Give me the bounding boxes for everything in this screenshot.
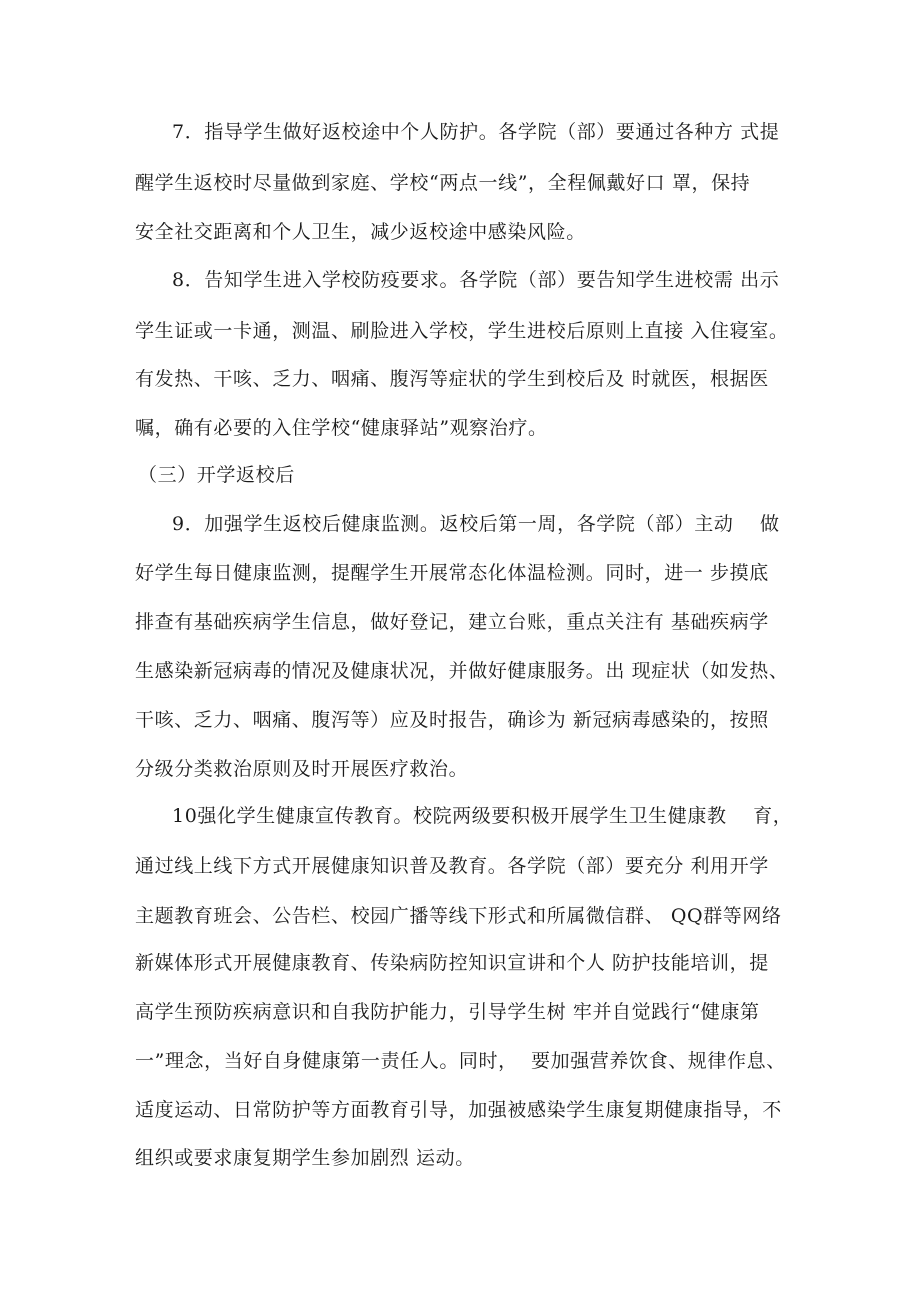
text-line: 好学生每日健康监测，提醒学生开展常态化体温检测。同时，进一 步摸底 (135, 562, 769, 584)
text-line: 嘱，确有必要的入住学校“健康驿站”观察治疗。 (135, 417, 548, 439)
text-line: 干咳、乏力、咽痛、腹泻等）应及时报告，确诊为 新冠病毒感染的，按照 (135, 709, 769, 731)
section-heading-text: （三）开学返校后 (138, 464, 295, 486)
text-line: 高学生预防疾病意识和自我防护能力，引导学生树 牢并自觉践行“健康第 (135, 1001, 760, 1023)
text-line: 新媒体形式开展健康教育、传染病防控知识宣讲和个人 防护技能培训，提 (135, 952, 769, 974)
text-line: 适度运动、日常防护等方面教育引导，加强被感染学生康复期健康指导，不 (135, 1099, 782, 1121)
text-line: 有发热、干咳、乏力、咽痛、腹泻等症状的学生到校后及 时就医，根据医 (135, 368, 769, 390)
text-line: 通过线上线下方式开展健康知识普及教育。各学院（部）要充分 利用开学 (135, 855, 769, 877)
text-line: 分级分类救治原则及时开展医疗救治。 (135, 758, 469, 780)
text-line: 8．告知学生进入学校防疫要求。各学院（部）要告知学生进校需 出示 (172, 269, 780, 291)
text-line: 组织或要求康复期学生参加剧烈 运动。 (135, 1147, 475, 1169)
text-line: 排查有基础疾病学生信息，做好登记，建立台账，重点关注有 基础疾病学 (135, 611, 769, 633)
text-line: 主题教育班会、公告栏、校园广播等线下形式和所属微信群、 QQ群等网络 (135, 905, 782, 927)
text-line: 生感染新冠病毒的情况及健康状况，并做好健康服务。出 现症状（如发热、 (135, 660, 789, 682)
text-line: 9．加强学生返校后健康监测。返校后第一周，各学院（部）主动 做 (172, 513, 780, 535)
text-line: 10强化学生健康宣传教育。校院两级要积极开展学生卫生健康教 育， (172, 805, 793, 827)
text-line: 安全社交距离和个人卫生，减少返校途中感染风险。 (135, 221, 586, 243)
text-line: 一”理念，当好自身健康第一责任人。同时， 要加强营养饮食、规律作息、 (135, 1050, 786, 1072)
text-line: 学生证或一卡通，测温、刷脸进入学校，学生进校后原则上直接 入住寝室。 (135, 320, 789, 342)
text-line: 7．指导学生做好返校途中个人防护。各学院（部）要通过各种方 式提 (172, 121, 780, 143)
text-line: 醒学生返校时尽量做到家庭、学校“两点一线”，全程佩戴好口 罩，保持 (135, 172, 751, 194)
